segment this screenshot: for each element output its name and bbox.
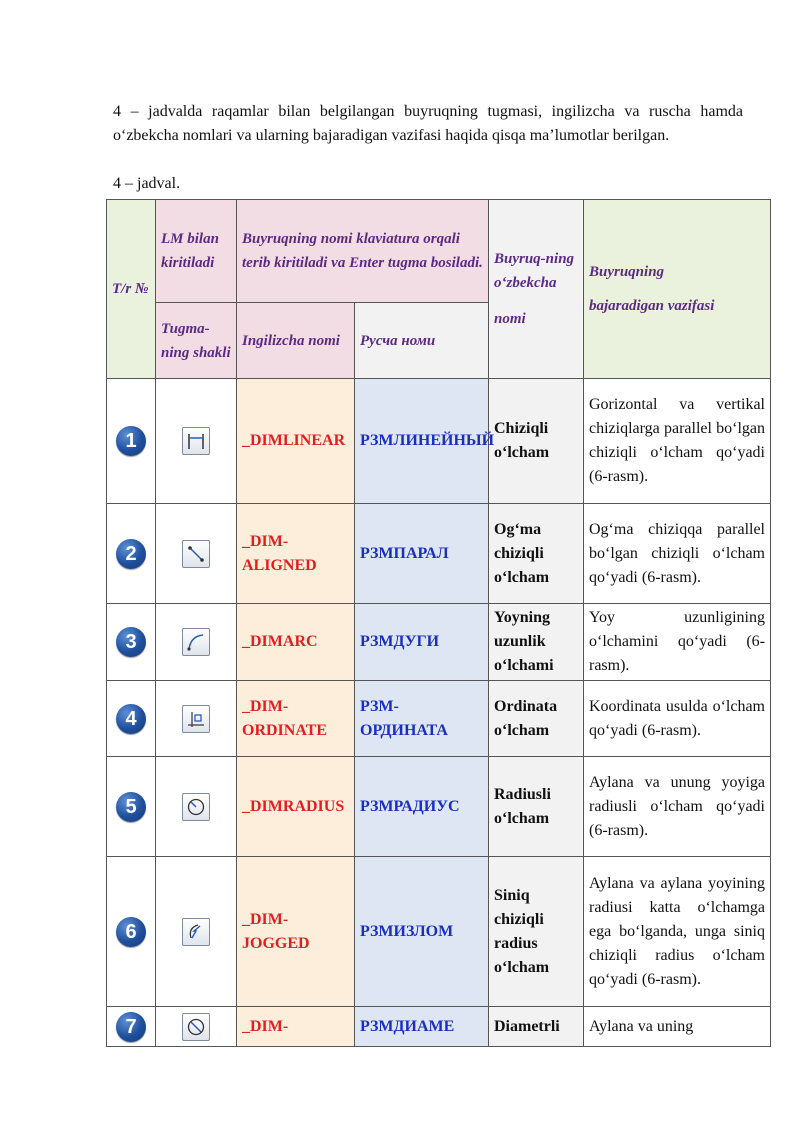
intro-text: 4 – jadvalda raqamlar bilan belgilangan buyruqning tugmasi, ingilizcha va ruscha hamda o‘zbekcha nomlari va ularning bajaradigan vazifasi haqida qisqa ma’lumotlar berilgan. [113,103,743,144]
button-shape-cell [156,1007,237,1047]
dim-linear-icon[interactable] [182,427,210,455]
header-task-line1: Buyruqning [589,264,665,280]
header-russian: Русча номи [355,303,489,379]
row-number-cell [107,857,156,1007]
row-number-badge: 7 [116,1012,146,1042]
description-cell: Aylana va unung yoyiga radiusli o‘lcham qo‘yadi (6-rasm). [584,757,771,857]
row-number-badge: 5 [116,792,146,822]
button-shape-cell [156,757,237,857]
button-shape-cell [156,857,237,1007]
table-row [107,857,771,1007]
uzbek-name-cell: Og‘ma chiziqli o‘lcham [489,504,584,604]
button-shape-cell [156,681,237,757]
row-number-badge: 4 [116,704,146,734]
dim-radius-icon[interactable] [182,793,210,821]
russian-name-cell: РЗМ-ОРДИНАТА [355,681,489,757]
row-number-badge: 6 [116,917,146,947]
row-number-badge: 1 [116,426,146,456]
uzbek-name-cell: Ordinata o‘lcham [489,681,584,757]
description-cell: Og‘ma chiziqqa parallel bo‘lgan chiziqli o‘lcham qo‘yadi (6-rasm). [584,504,771,604]
table-row [107,1007,771,1047]
russian-name-cell: РЗМЛИНЕЙНЫЙ [355,379,489,504]
header-uz-name-line1: Buyruq-ning o‘zbekcha [494,251,575,291]
row-number-badge: 3 [116,627,146,657]
uzbek-name-cell: Radiusli o‘lcham [489,757,584,857]
intro-paragraph [113,100,743,148]
table-row [107,504,771,604]
button-shape-cell [156,504,237,604]
table-row [107,604,771,681]
header-lm: LM bilan kiritiladi [156,200,237,303]
header-row-1 [107,200,771,303]
dim-diameter-icon[interactable] [182,1013,210,1041]
header-tr: T/r № [107,200,156,379]
russian-name-cell: РЗМДИАМЕ [355,1007,489,1047]
english-name-cell: _DIM-ORDINATE [237,681,355,757]
description-cell: Aylana va aylana yoyining radiusi katta o‘lchamga ega bo‘lganda, unga siniq chiziqli radius o‘lcham qo‘yadi (6-rasm). [584,857,771,1007]
uzbek-name-cell: Yoyning uzunlik o‘lchami [489,604,584,681]
english-name-cell: _DIM- [237,1007,355,1047]
description-cell: Yoy uzunligining o‘lchamini qo‘yadi (6-rasm). [584,604,771,681]
row-number-cell [107,504,156,604]
table-caption: 4 – jadval. [113,175,181,192]
header-command-name: Buyruqning nomi klaviatura orqali terib kiritiladi va Enter tugma bosiladi. [237,200,489,303]
row-number-cell [107,379,156,504]
row-number-cell [107,604,156,681]
header-english: Ingilizcha nomi [237,303,355,379]
uzbek-name-cell: Chiziqli o‘lcham [489,379,584,504]
table-row [107,681,771,757]
english-name-cell: _DIM-ALIGNED [237,504,355,604]
commands-table [106,199,771,1047]
header-task [584,200,771,379]
russian-name-cell: РЗМДУГИ [355,604,489,681]
header-uz-name [489,200,584,379]
table-row [107,379,771,504]
button-shape-cell [156,379,237,504]
dim-aligned-icon[interactable] [182,540,210,568]
header-uz-name-line2: nomi [494,311,526,327]
description-cell: Gorizontal va vertikal chiziqlarga parallel bo‘lgan chiziqli o‘lcham qo‘yadi (6-rasm). [584,379,771,504]
table-body [107,379,771,1047]
dim-arc-icon[interactable] [182,628,210,656]
row-number-badge: 2 [116,539,146,569]
english-name-cell: _DIM-JOGGED [237,857,355,1007]
header-button: Tugma-ning shakli [156,303,237,379]
russian-name-cell: РЗМРАДИУС [355,757,489,857]
english-name-cell: _DIMLINEAR [237,379,355,504]
russian-name-cell: РЗМПАРАЛ [355,504,489,604]
dim-ordinate-icon[interactable] [182,705,210,733]
row-number-cell [107,681,156,757]
button-shape-cell [156,604,237,681]
row-number-cell [107,1007,156,1047]
dim-jogged-icon[interactable] [182,918,210,946]
uzbek-name-cell: Diametrli [489,1007,584,1047]
english-name-cell: _DIMARC [237,604,355,681]
description-cell: Koordinata usulda o‘lcham qo‘yadi (6-rasm). [584,681,771,757]
row-number-cell [107,757,156,857]
description-cell: Aylana va uning [584,1007,771,1047]
header-task-line2: bajaradigan vazifasi [589,298,715,314]
uzbek-name-cell: Siniq chiziqli radius o‘lcham [489,857,584,1007]
english-name-cell: _DIMRADIUS [237,757,355,857]
russian-name-cell: РЗМИЗЛОМ [355,857,489,1007]
table-row [107,757,771,857]
